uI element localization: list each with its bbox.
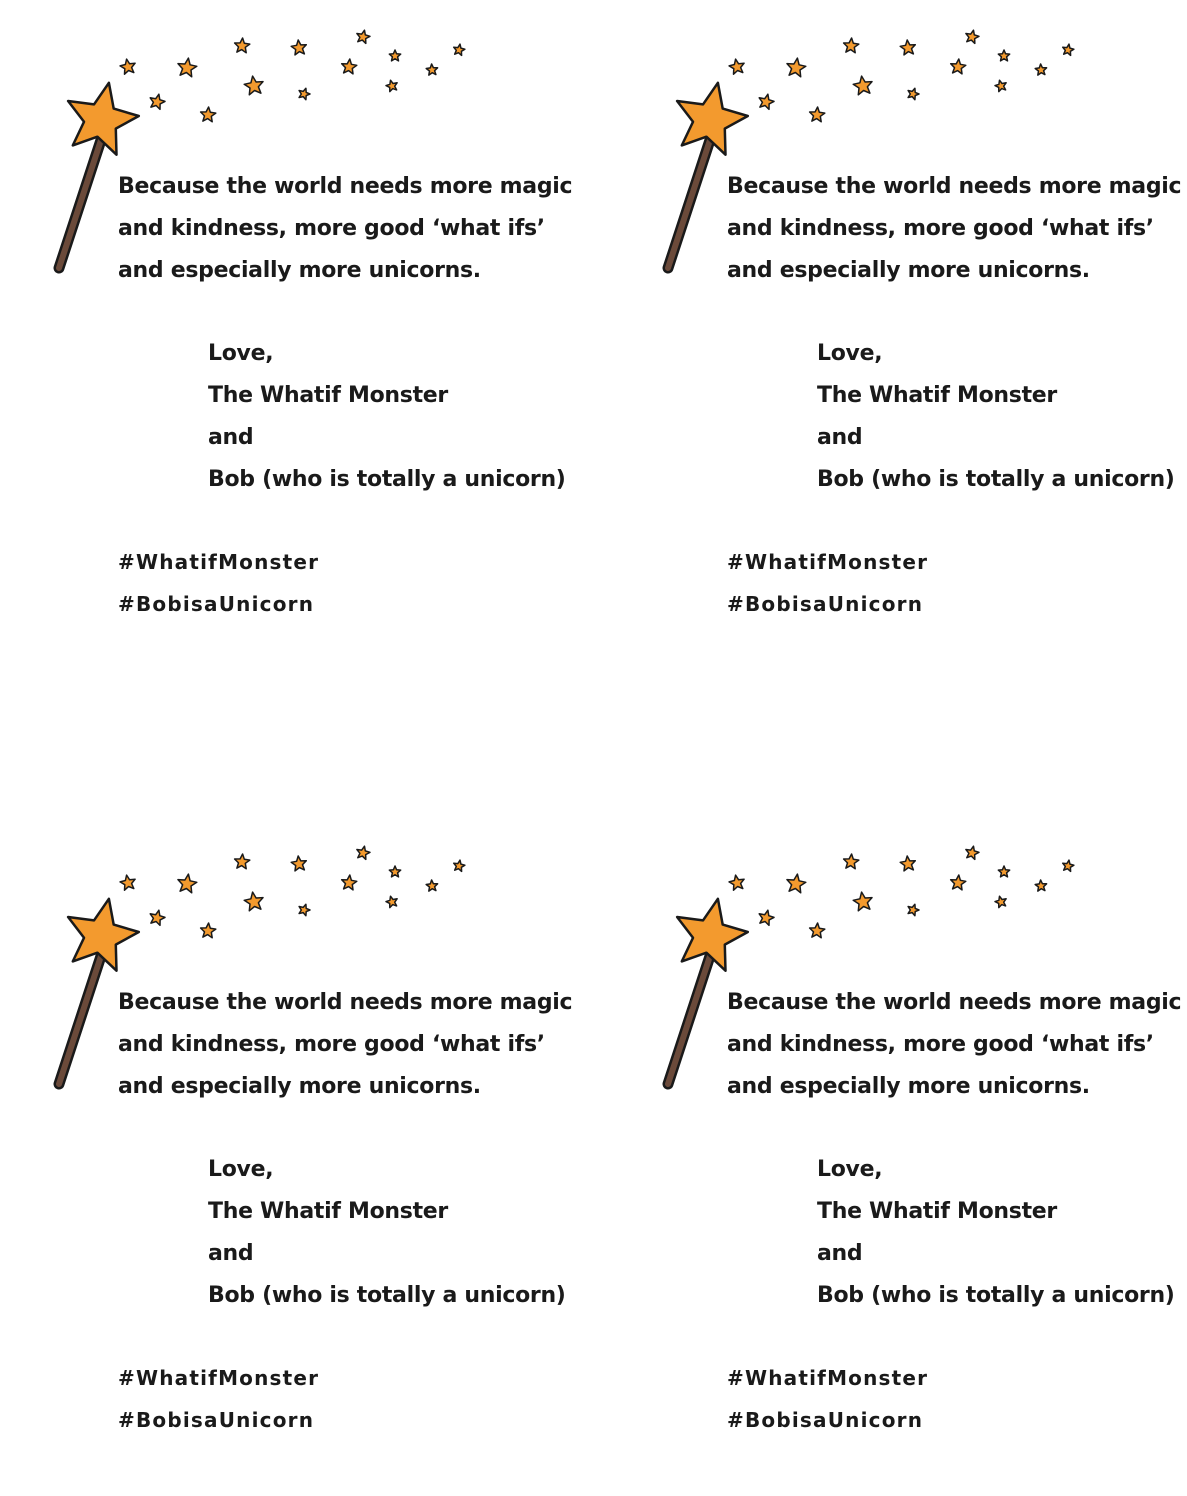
star-icon: [908, 88, 919, 99]
star-icon: [995, 80, 1006, 91]
star-icon: [966, 30, 979, 43]
magic-wand-icon: [68, 899, 139, 971]
hashtag: #WhatifMonster: [118, 1366, 320, 1390]
star-icon: [900, 856, 915, 871]
star-icon: [998, 866, 1009, 877]
star-icon: [357, 30, 370, 43]
hashtag: #WhatifMonster: [727, 1366, 929, 1390]
signature-line: and: [817, 1241, 863, 1266]
star-icon: [244, 76, 263, 95]
star-icon: [342, 59, 357, 74]
card-top-right: [609, 0, 1187, 680]
signature-line: and: [817, 425, 863, 450]
card-signature: [817, 1149, 1175, 1317]
magic-wand-icon: [677, 83, 748, 155]
message-line: and especially more unicorns.: [118, 258, 481, 283]
card-message: [118, 166, 572, 292]
card-hashtags: [118, 541, 319, 625]
star-icon: [759, 910, 774, 925]
star-icon: [908, 904, 919, 915]
message-line: Because the world needs more magic: [118, 990, 573, 1015]
signature-line: The Whatif Monster: [817, 1199, 1057, 1224]
star-icon: [454, 860, 465, 871]
star-icon: [995, 896, 1006, 907]
star-icon: [386, 896, 397, 907]
message-line: and kindness, more good ‘what ifs’: [118, 1032, 545, 1057]
star-icon: [299, 88, 310, 99]
star-icon: [299, 904, 310, 915]
message-line: Because the world needs more magic: [727, 174, 1182, 199]
star-icon: [426, 880, 437, 891]
card-bottom-right: [609, 816, 1187, 1496]
star-icon: [235, 854, 250, 869]
star-icon: [810, 923, 825, 938]
star-icon: [244, 892, 263, 911]
message-line: Because the world needs more magic: [727, 990, 1182, 1015]
star-icon: [998, 50, 1009, 61]
star-icon: [951, 875, 966, 890]
message-line: Because the world needs more magic: [118, 174, 573, 199]
wand-stick: [668, 140, 710, 268]
star-icon: [342, 875, 357, 890]
magic-wand-icon: [677, 899, 748, 971]
star-icon: [787, 58, 806, 77]
star-icon: [810, 107, 825, 122]
signature-line: The Whatif Monster: [208, 383, 448, 408]
signature-line: Bob (who is totally a unicorn): [817, 467, 1175, 492]
star-icon: [1035, 64, 1046, 75]
card-message: [727, 166, 1181, 292]
star-icon: [120, 59, 135, 74]
star-icon: [120, 875, 135, 890]
signature-line: and: [208, 1241, 254, 1266]
star-icon: [853, 892, 872, 911]
star-icon: [1063, 860, 1074, 871]
card-signature: [208, 333, 566, 501]
magic-wand-icon: [68, 83, 139, 155]
card-hashtags: [727, 1357, 928, 1441]
star-icon: [853, 76, 872, 95]
wand-stick: [668, 956, 710, 1084]
star-icon: [729, 875, 744, 890]
card-hashtags: [727, 541, 928, 625]
message-line: and especially more unicorns.: [727, 1074, 1090, 1099]
wand-stick: [59, 140, 101, 268]
hashtag: #BobisaUnicorn: [727, 592, 924, 616]
hashtag: #WhatifMonster: [118, 550, 320, 574]
card-message: [118, 982, 572, 1108]
star-icon: [759, 94, 774, 109]
message-line: and especially more unicorns.: [727, 258, 1090, 283]
card-signature: [208, 1149, 566, 1317]
signature-line: Bob (who is totally a unicorn): [817, 1283, 1175, 1308]
message-line: and kindness, more good ‘what ifs’: [727, 216, 1154, 241]
hashtag: #WhatifMonster: [727, 550, 929, 574]
star-icon: [951, 59, 966, 74]
wand-stick: [59, 956, 101, 1084]
star-icon: [201, 107, 216, 122]
signature-line: The Whatif Monster: [208, 1199, 448, 1224]
signature-line: Love,: [208, 1157, 274, 1182]
message-line: and kindness, more good ‘what ifs’: [118, 216, 545, 241]
star-icon: [787, 874, 806, 893]
star-icon: [454, 44, 465, 55]
hashtag: #BobisaUnicorn: [118, 1408, 315, 1432]
star-icon: [1063, 44, 1074, 55]
message-line: and especially more unicorns.: [118, 1074, 481, 1099]
star-icon: [235, 38, 250, 53]
hashtag: #BobisaUnicorn: [118, 592, 315, 616]
card-top-left: [0, 0, 580, 680]
star-icon: [844, 854, 859, 869]
card-message: [727, 982, 1181, 1108]
star-icon: [291, 40, 306, 55]
signature-line: Love,: [208, 341, 274, 366]
signature-line: Bob (who is totally a unicorn): [208, 1283, 566, 1308]
signature-line: Bob (who is totally a unicorn): [208, 467, 566, 492]
star-icon: [201, 923, 216, 938]
star-icon: [389, 50, 400, 61]
star-icon: [291, 856, 306, 871]
star-icon: [844, 38, 859, 53]
signature-line: and: [208, 425, 254, 450]
star-icon: [1035, 880, 1046, 891]
hashtag: #BobisaUnicorn: [727, 1408, 924, 1432]
signature-line: The Whatif Monster: [817, 383, 1057, 408]
message-line: and kindness, more good ‘what ifs’: [727, 1032, 1154, 1057]
star-icon: [966, 846, 979, 859]
star-icon: [150, 94, 165, 109]
star-icon: [386, 80, 397, 91]
card-hashtags: [118, 1357, 319, 1441]
star-icon: [729, 59, 744, 74]
star-icon: [389, 866, 400, 877]
card-bottom-left: [0, 816, 580, 1496]
star-icon: [178, 874, 197, 893]
card-signature: [817, 333, 1175, 501]
signature-line: Love,: [817, 341, 883, 366]
star-icon: [178, 58, 197, 77]
star-icon: [900, 40, 915, 55]
star-icon: [357, 846, 370, 859]
star-icon: [150, 910, 165, 925]
star-icon: [426, 64, 437, 75]
signature-line: Love,: [817, 1157, 883, 1182]
